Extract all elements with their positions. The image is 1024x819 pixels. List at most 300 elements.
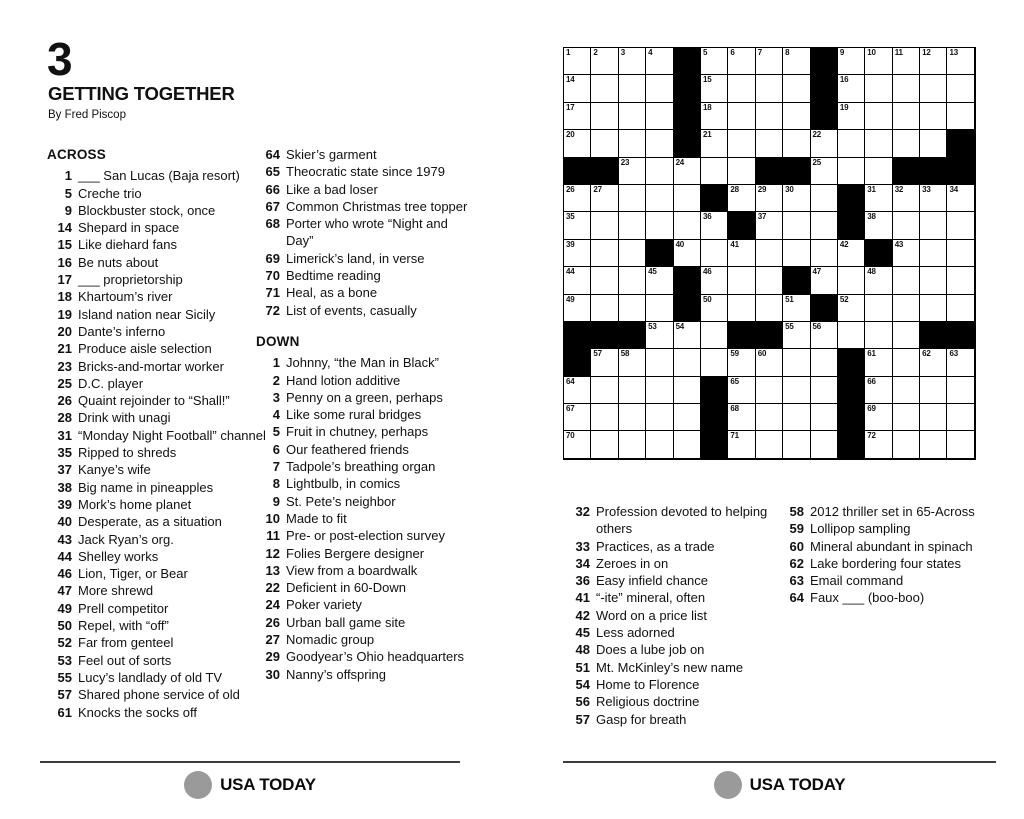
clue-text: Lucy’s landlady of old TV (78, 669, 223, 685)
grid-cell[interactable] (619, 130, 646, 157)
grid-cell[interactable] (591, 267, 618, 294)
clue-text: Less adorned (596, 625, 675, 641)
grid-cell[interactable] (646, 295, 673, 322)
grid-cell[interactable] (564, 431, 591, 458)
grid-cell[interactable] (728, 240, 755, 267)
grid-cell[interactable] (756, 431, 783, 458)
grid-cell[interactable] (920, 240, 947, 267)
grid-cell[interactable] (947, 267, 974, 294)
grid-cell[interactable] (865, 267, 892, 294)
clue-text: Far from genteel (78, 635, 174, 651)
grid-cell[interactable] (783, 431, 810, 458)
clue-text: Lightbulb, in comics (286, 476, 401, 492)
grid-cell[interactable] (701, 240, 728, 267)
grid-cell[interactable] (728, 158, 755, 185)
cell-number: 58 (620, 349, 630, 359)
clue-text: “Monday Night Football” channel (78, 427, 266, 443)
black-cell (674, 48, 701, 75)
grid-cell[interactable] (783, 295, 810, 322)
clue-number: 57 (575, 711, 590, 727)
grid-cell[interactable] (865, 103, 892, 130)
grid-cell[interactable] (947, 295, 974, 322)
grid-cell[interactable] (591, 404, 618, 431)
grid-cell[interactable] (591, 295, 618, 322)
grid-cell[interactable] (811, 267, 838, 294)
grid-cell[interactable] (619, 48, 646, 75)
clue-item (780, 589, 1002, 606)
grid-cell[interactable] (865, 404, 892, 431)
grid-cell[interactable] (756, 185, 783, 212)
grid-cell[interactable] (865, 158, 892, 185)
grid-cell[interactable] (756, 404, 783, 431)
grid-cell[interactable] (893, 377, 920, 404)
grid-cell[interactable] (838, 48, 865, 75)
grid-cell[interactable] (619, 295, 646, 322)
clue-number: 66 (265, 181, 280, 197)
grid-cell[interactable] (838, 75, 865, 102)
puzzle-title: GETTING TOGETHER (48, 83, 235, 104)
grid-cell[interactable] (564, 75, 591, 102)
black-cell (838, 404, 865, 431)
grid-cell[interactable] (947, 240, 974, 267)
black-cell (591, 158, 618, 185)
grid-cell[interactable] (619, 240, 646, 267)
grid-cell[interactable] (701, 349, 728, 376)
grid-cell[interactable] (838, 267, 865, 294)
clue-item (47, 392, 273, 409)
footer-logo-left (40, 770, 460, 800)
cell-number: 49 (566, 294, 575, 304)
grid-cell[interactable] (701, 295, 728, 322)
grid-cell[interactable] (619, 185, 646, 212)
grid-cell[interactable] (646, 158, 673, 185)
clue-text: Common Christmas tree topper (286, 198, 468, 214)
clue-item (566, 589, 784, 606)
grid-cell[interactable] (865, 431, 892, 458)
grid-cell[interactable] (865, 212, 892, 239)
clue-number: 18 (57, 289, 72, 305)
grid-cell[interactable] (920, 349, 947, 376)
grid-cell[interactable] (756, 295, 783, 322)
clue-text: Religious doctrine (596, 694, 700, 710)
clue-item (256, 389, 468, 406)
grid-cell[interactable] (811, 431, 838, 458)
grid-cell[interactable] (728, 103, 755, 130)
grid-cell[interactable] (564, 185, 591, 212)
grid-cell[interactable] (674, 349, 701, 376)
grid-cell[interactable] (701, 158, 728, 185)
grid-cell[interactable] (564, 130, 591, 157)
grid-cell[interactable] (728, 267, 755, 294)
grid-cell[interactable] (564, 48, 591, 75)
clue-number: 4 (272, 407, 280, 423)
grid-cell[interactable] (893, 103, 920, 130)
grid-cell[interactable] (811, 185, 838, 212)
grid-cell[interactable] (591, 185, 618, 212)
clue-number: 21 (57, 341, 72, 357)
cell-number: 50 (702, 294, 712, 304)
grid-cell[interactable] (728, 48, 755, 75)
usatoday-wordmark: USA TODAY (749, 775, 846, 794)
grid-cell[interactable] (811, 349, 838, 376)
grid-cell[interactable] (838, 322, 865, 349)
grid-cell[interactable] (920, 48, 947, 75)
black-cell (564, 322, 591, 349)
grid-cell[interactable] (674, 377, 701, 404)
grid-cell[interactable] (756, 48, 783, 75)
cell-number: 37 (757, 212, 767, 222)
grid-cell[interactable] (591, 240, 618, 267)
grid-cell[interactable] (591, 212, 618, 239)
grid-cell[interactable] (619, 404, 646, 431)
grid-cell[interactable] (674, 158, 701, 185)
grid-cell[interactable] (701, 75, 728, 102)
clue-item (47, 617, 273, 634)
grid-cell[interactable] (756, 377, 783, 404)
clue-text: Creche trio (78, 185, 142, 201)
grid-cell[interactable] (564, 103, 591, 130)
grid-cell[interactable] (646, 75, 673, 102)
cell-number: 39 (566, 239, 575, 249)
clue-text: Khartoum’s river (78, 289, 173, 305)
clue-number: 56 (575, 694, 590, 710)
grid-cell[interactable] (893, 267, 920, 294)
grid-cell[interactable] (783, 185, 810, 212)
clue-item (47, 254, 273, 271)
clue-item (566, 538, 784, 555)
grid-cell[interactable] (865, 377, 892, 404)
grid-cell[interactable] (865, 48, 892, 75)
grid-cell[interactable] (947, 431, 974, 458)
cell-number: 48 (867, 267, 876, 277)
cell-number: 16 (839, 75, 849, 85)
clue-text: Penny on a green, perhaps (286, 389, 443, 405)
clue-text: Made to fit (286, 510, 347, 526)
grid-cell[interactable] (728, 295, 755, 322)
grid-cell[interactable] (783, 377, 810, 404)
cell-number: 31 (867, 184, 876, 194)
grid-cell[interactable] (893, 130, 920, 157)
clue-text: Nomadic group (286, 632, 375, 648)
clue-number: 24 (265, 597, 280, 613)
grid-cell[interactable] (811, 212, 838, 239)
clue-item (47, 306, 273, 323)
grid-cell[interactable] (947, 212, 974, 239)
grid-cell[interactable] (619, 377, 646, 404)
grid-cell[interactable] (646, 103, 673, 130)
grid-cell[interactable] (646, 267, 673, 294)
grid-cell[interactable] (783, 48, 810, 75)
grid-cell[interactable] (564, 377, 591, 404)
grid-cell[interactable] (947, 48, 974, 75)
grid-cell[interactable] (947, 103, 974, 130)
black-cell (947, 322, 974, 349)
grid-cell[interactable] (756, 103, 783, 130)
grid-cell[interactable] (893, 75, 920, 102)
cell-number: 9 (839, 48, 845, 57)
grid-cell[interactable] (728, 377, 755, 404)
cell-number: 12 (922, 48, 931, 57)
grid-cell[interactable] (920, 404, 947, 431)
grid-cell[interactable] (674, 431, 701, 458)
clue-text: Ripped to shreds (78, 445, 177, 461)
cell-number: 67 (566, 404, 575, 414)
grid-cell[interactable] (865, 75, 892, 102)
grid-cell[interactable] (728, 431, 755, 458)
grid-cell[interactable] (920, 185, 947, 212)
cell-number: 23 (620, 157, 630, 167)
grid-cell[interactable] (756, 130, 783, 157)
grid-cell[interactable] (591, 130, 618, 157)
footer-logo-right (563, 770, 996, 800)
clue-number: 37 (57, 462, 72, 478)
grid-cell[interactable] (674, 185, 701, 212)
grid-cell[interactable] (865, 322, 892, 349)
clue-item (47, 375, 273, 392)
grid-cell[interactable] (920, 75, 947, 102)
grid-cell[interactable] (619, 158, 646, 185)
cell-number: 3 (620, 48, 626, 57)
grid-cell[interactable] (920, 130, 947, 157)
grid-cell[interactable] (920, 377, 947, 404)
grid-cell[interactable] (920, 267, 947, 294)
clue-text: Faux ___ (boo-boo) (810, 590, 925, 606)
grid-cell[interactable] (701, 322, 728, 349)
grid-cell[interactable] (783, 322, 810, 349)
black-cell (756, 158, 783, 185)
grid-cell[interactable] (783, 404, 810, 431)
clue-number: 35 (57, 445, 72, 461)
clue-number: 70 (265, 268, 280, 284)
grid-cell[interactable] (756, 212, 783, 239)
grid-cell[interactable] (646, 377, 673, 404)
grid-cell[interactable] (619, 431, 646, 458)
grid-cell[interactable] (947, 185, 974, 212)
grid-cell[interactable] (646, 404, 673, 431)
clue-text: Nanny’s offspring (286, 666, 386, 682)
grid-cell[interactable] (646, 322, 673, 349)
clue-number: 9 (272, 493, 280, 509)
grid-cell[interactable] (811, 240, 838, 267)
grid-cell[interactable] (893, 240, 920, 267)
grid-cell[interactable] (646, 130, 673, 157)
grid-cell[interactable] (728, 130, 755, 157)
cell-number: 5 (702, 48, 708, 57)
clue-number: 69 (265, 250, 280, 266)
black-cell (564, 349, 591, 376)
cell-number: 41 (730, 239, 739, 249)
grid-cell[interactable] (865, 185, 892, 212)
grid-cell[interactable] (728, 349, 755, 376)
grid-cell[interactable] (811, 158, 838, 185)
clue-text: Goodyear’s Ohio headquarters (286, 649, 465, 665)
grid-cell[interactable] (564, 404, 591, 431)
grid-cell[interactable] (674, 404, 701, 431)
cell-number: 71 (730, 431, 739, 441)
grid-cell[interactable] (701, 212, 728, 239)
clue-number: 11 (266, 528, 280, 544)
grid-cell[interactable] (893, 404, 920, 431)
grid-cell[interactable] (838, 103, 865, 130)
grid-cell[interactable] (674, 240, 701, 267)
clue-text: Lollipop sampling (810, 521, 911, 537)
grid-cell[interactable] (619, 349, 646, 376)
grid-cell[interactable] (728, 404, 755, 431)
grid-cell[interactable] (865, 295, 892, 322)
grid-cell[interactable] (920, 212, 947, 239)
cell-number: 57 (593, 349, 602, 359)
clue-text: Mork’s home planet (78, 496, 192, 512)
clue-text: Quaint rejoinder to “Shall!” (78, 393, 230, 409)
black-cell (811, 75, 838, 102)
clue-number: 6 (272, 441, 280, 457)
clue-text: Poker variety (286, 597, 362, 613)
grid-cell[interactable] (619, 75, 646, 102)
grid-cell[interactable] (811, 322, 838, 349)
grid-cell[interactable] (646, 185, 673, 212)
grid-cell[interactable] (728, 75, 755, 102)
clue-text: Kanye’s wife (78, 462, 151, 478)
grid-cell[interactable] (893, 431, 920, 458)
clue-item (256, 423, 468, 440)
grid-cell[interactable] (893, 212, 920, 239)
clue-item (256, 146, 468, 163)
grid-cell[interactable] (893, 295, 920, 322)
clue-number: 62 (789, 555, 804, 571)
grid-cell[interactable] (619, 267, 646, 294)
grid-cell[interactable] (646, 431, 673, 458)
clue-number: 51 (575, 659, 590, 675)
clue-number: 12 (265, 545, 280, 561)
cell-number: 26 (566, 184, 575, 194)
black-cell (838, 349, 865, 376)
grid-cell[interactable] (947, 75, 974, 102)
cell-number: 4 (648, 48, 653, 57)
clue-number: 15 (57, 237, 72, 253)
grid-cell[interactable] (947, 377, 974, 404)
clue-text: Folies Bergere designer (286, 545, 425, 561)
grid-cell[interactable] (564, 295, 591, 322)
grid-cell[interactable] (783, 349, 810, 376)
cell-number: 34 (949, 184, 958, 194)
clue-number: 19 (57, 306, 72, 322)
clue-text: Zeroes in on (596, 555, 669, 571)
grid-cell[interactable] (947, 349, 974, 376)
usatoday-circle-icon (714, 771, 742, 799)
grid-cell[interactable] (619, 212, 646, 239)
clue-number: 68 (265, 216, 280, 232)
grid-cell[interactable] (701, 48, 728, 75)
clue-text: Pre- or post-election survey (286, 528, 445, 544)
grid-cell[interactable] (920, 103, 947, 130)
clue-item (780, 555, 1002, 572)
grid-cell[interactable] (893, 322, 920, 349)
clue-text: Does a lube job on (596, 642, 705, 658)
grid-cell[interactable] (838, 130, 865, 157)
grid-cell[interactable] (646, 48, 673, 75)
black-cell (701, 431, 728, 458)
cell-number: 61 (867, 349, 876, 359)
grid-cell[interactable] (701, 130, 728, 157)
grid-cell[interactable] (811, 377, 838, 404)
black-cell (756, 322, 783, 349)
grid-cell[interactable] (920, 431, 947, 458)
grid-cell[interactable] (646, 349, 673, 376)
grid-cell[interactable] (811, 404, 838, 431)
grid-cell[interactable] (838, 295, 865, 322)
grid-cell[interactable] (783, 75, 810, 102)
grid-cell[interactable] (865, 130, 892, 157)
grid-cell[interactable] (591, 377, 618, 404)
grid-cell[interactable] (619, 103, 646, 130)
grid-cell[interactable] (564, 240, 591, 267)
grid-cell[interactable] (947, 404, 974, 431)
clue-item (47, 634, 273, 651)
grid-cell[interactable] (811, 130, 838, 157)
grid-cell[interactable] (783, 240, 810, 267)
black-cell (838, 212, 865, 239)
grid-cell[interactable] (701, 103, 728, 130)
grid-cell[interactable] (783, 130, 810, 157)
grid-cell[interactable] (756, 75, 783, 102)
clue-item (47, 565, 273, 582)
black-cell (893, 158, 920, 185)
black-cell (701, 185, 728, 212)
grid-cell[interactable] (838, 240, 865, 267)
grid-cell[interactable] (838, 158, 865, 185)
grid-cell[interactable] (591, 431, 618, 458)
grid-cell[interactable] (646, 212, 673, 239)
grid-cell[interactable] (756, 240, 783, 267)
grid-cell[interactable] (674, 212, 701, 239)
grid-cell[interactable] (756, 349, 783, 376)
clue-text: Like some rural bridges (286, 407, 422, 423)
clue-number: 55 (57, 669, 72, 685)
clue-text: Like a bad loser (286, 181, 378, 197)
grid-cell[interactable] (591, 103, 618, 130)
cell-number: 8 (785, 48, 790, 57)
clue-text: Shared phone service of old (78, 687, 240, 703)
clue-text: Home to Florence (596, 676, 700, 692)
grid-cell[interactable] (893, 349, 920, 376)
grid-cell[interactable] (701, 267, 728, 294)
clue-number: 2 (272, 372, 280, 388)
grid-cell[interactable] (865, 349, 892, 376)
grid-cell[interactable] (564, 212, 591, 239)
black-cell (865, 240, 892, 267)
grid-cell[interactable] (783, 103, 810, 130)
grid-cell[interactable] (893, 185, 920, 212)
footer-rule-left (40, 761, 460, 763)
black-cell (728, 322, 755, 349)
grid-cell[interactable] (591, 349, 618, 376)
grid-cell[interactable] (728, 185, 755, 212)
cell-number: 15 (702, 75, 712, 85)
grid-cell[interactable] (591, 48, 618, 75)
grid-cell[interactable] (674, 322, 701, 349)
puzzle-number: 3 (47, 33, 72, 85)
cell-number: 21 (702, 130, 712, 140)
grid-cell[interactable] (564, 267, 591, 294)
grid-cell[interactable] (893, 48, 920, 75)
grid-cell[interactable] (920, 295, 947, 322)
black-cell (920, 158, 947, 185)
clue-number: 64 (789, 590, 804, 606)
grid-cell[interactable] (756, 267, 783, 294)
grid-cell[interactable] (783, 212, 810, 239)
clue-text: Be nuts about (78, 254, 159, 270)
grid-cell[interactable] (591, 75, 618, 102)
